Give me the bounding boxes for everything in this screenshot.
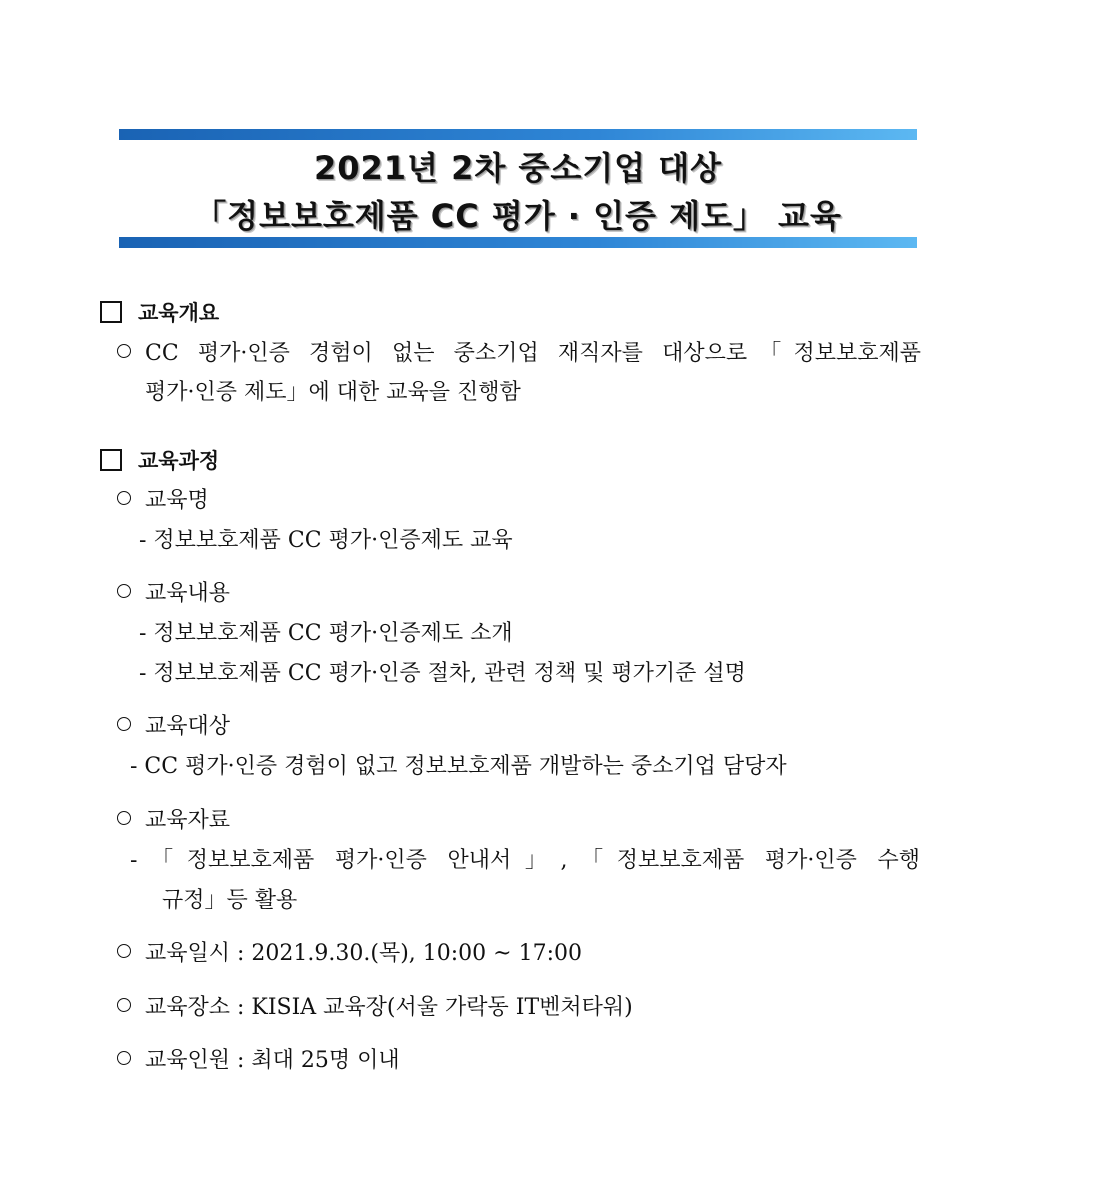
circle-bullet-icon <box>117 1051 131 1065</box>
course-materials-bullet <box>117 806 230 836</box>
overview-text-line-1: CC 평가·인증 경험이 없는 중소기업 재직자를 대상으로「정보보호제품 <box>145 341 921 366</box>
course-target-label: 교육대상 <box>145 714 231 739</box>
course-content-label: 교육내용 <box>145 581 231 606</box>
circle-bullet-icon <box>117 491 131 505</box>
course-capacity-bullet <box>117 1046 400 1076</box>
section-course <box>100 446 219 476</box>
course-materials-line-2: 규정」등 활용 <box>162 888 298 913</box>
course-location: 교육장소 : KISIA 교육장(서울 가락동 IT벤처타워) <box>145 995 633 1020</box>
course-location-bullet <box>117 993 633 1023</box>
circle-bullet-icon <box>117 811 131 825</box>
course-content-item-1: - 정보보호제품 CC 평가·인증제도 소개 <box>139 621 513 646</box>
course-materials-line-1 <box>130 846 920 876</box>
course-capacity: 교육인원 : 최대 25명 이내 <box>145 1048 400 1073</box>
course-datetime: 교육일시 : 2021.9.30.(목), 10:00 ~ 17:00 <box>145 941 582 966</box>
course-target-bullet <box>117 712 230 742</box>
course-content-bullet <box>117 579 230 609</box>
course-content-item-2: - 정보보호제품 CC 평가·인증 절차, 관련 정책 및 평가기준 설명 <box>139 661 746 686</box>
circle-bullet-icon <box>117 998 131 1012</box>
course-target-item: - CC 평가·인증 경험이 없고 정보보호제품 개발하는 중소기업 담당자 <box>130 754 787 779</box>
course-name-bullet <box>117 486 209 516</box>
circle-bullet-icon <box>117 944 131 958</box>
circle-bullet-icon <box>117 584 131 598</box>
title-top-bar <box>119 129 917 140</box>
course-name-label: 교육명 <box>145 488 209 513</box>
section-overview-heading: 교육개요 <box>138 300 220 325</box>
overview-text-line-2: 평가·인증 제도」에 대한 교육을 진행함 <box>145 380 521 405</box>
section-course-heading: 교육과정 <box>138 448 220 473</box>
square-bullet-icon <box>100 301 122 323</box>
title-bottom-bar <box>119 237 917 248</box>
course-datetime-bullet <box>117 939 582 969</box>
circle-bullet-icon <box>117 344 131 358</box>
overview-bullet <box>117 339 921 369</box>
course-materials-label: 교육자료 <box>145 808 231 833</box>
title-line-1: 2021년 2차 중소기업 대상 <box>313 149 723 187</box>
square-bullet-icon <box>100 449 122 471</box>
title-line-2: 「정보보호제품 CC 평가 · 인증 제도」 교육 <box>194 197 842 235</box>
course-materials-text-1: -「정보보호제품 평가·인증 안내서」,「정보보호제품 평가·인증 수행 <box>130 848 920 873</box>
course-name-item: - 정보보호제품 CC 평가·인증제도 교육 <box>139 528 513 553</box>
circle-bullet-icon <box>117 717 131 731</box>
title-block <box>119 129 917 249</box>
section-overview <box>100 298 219 328</box>
